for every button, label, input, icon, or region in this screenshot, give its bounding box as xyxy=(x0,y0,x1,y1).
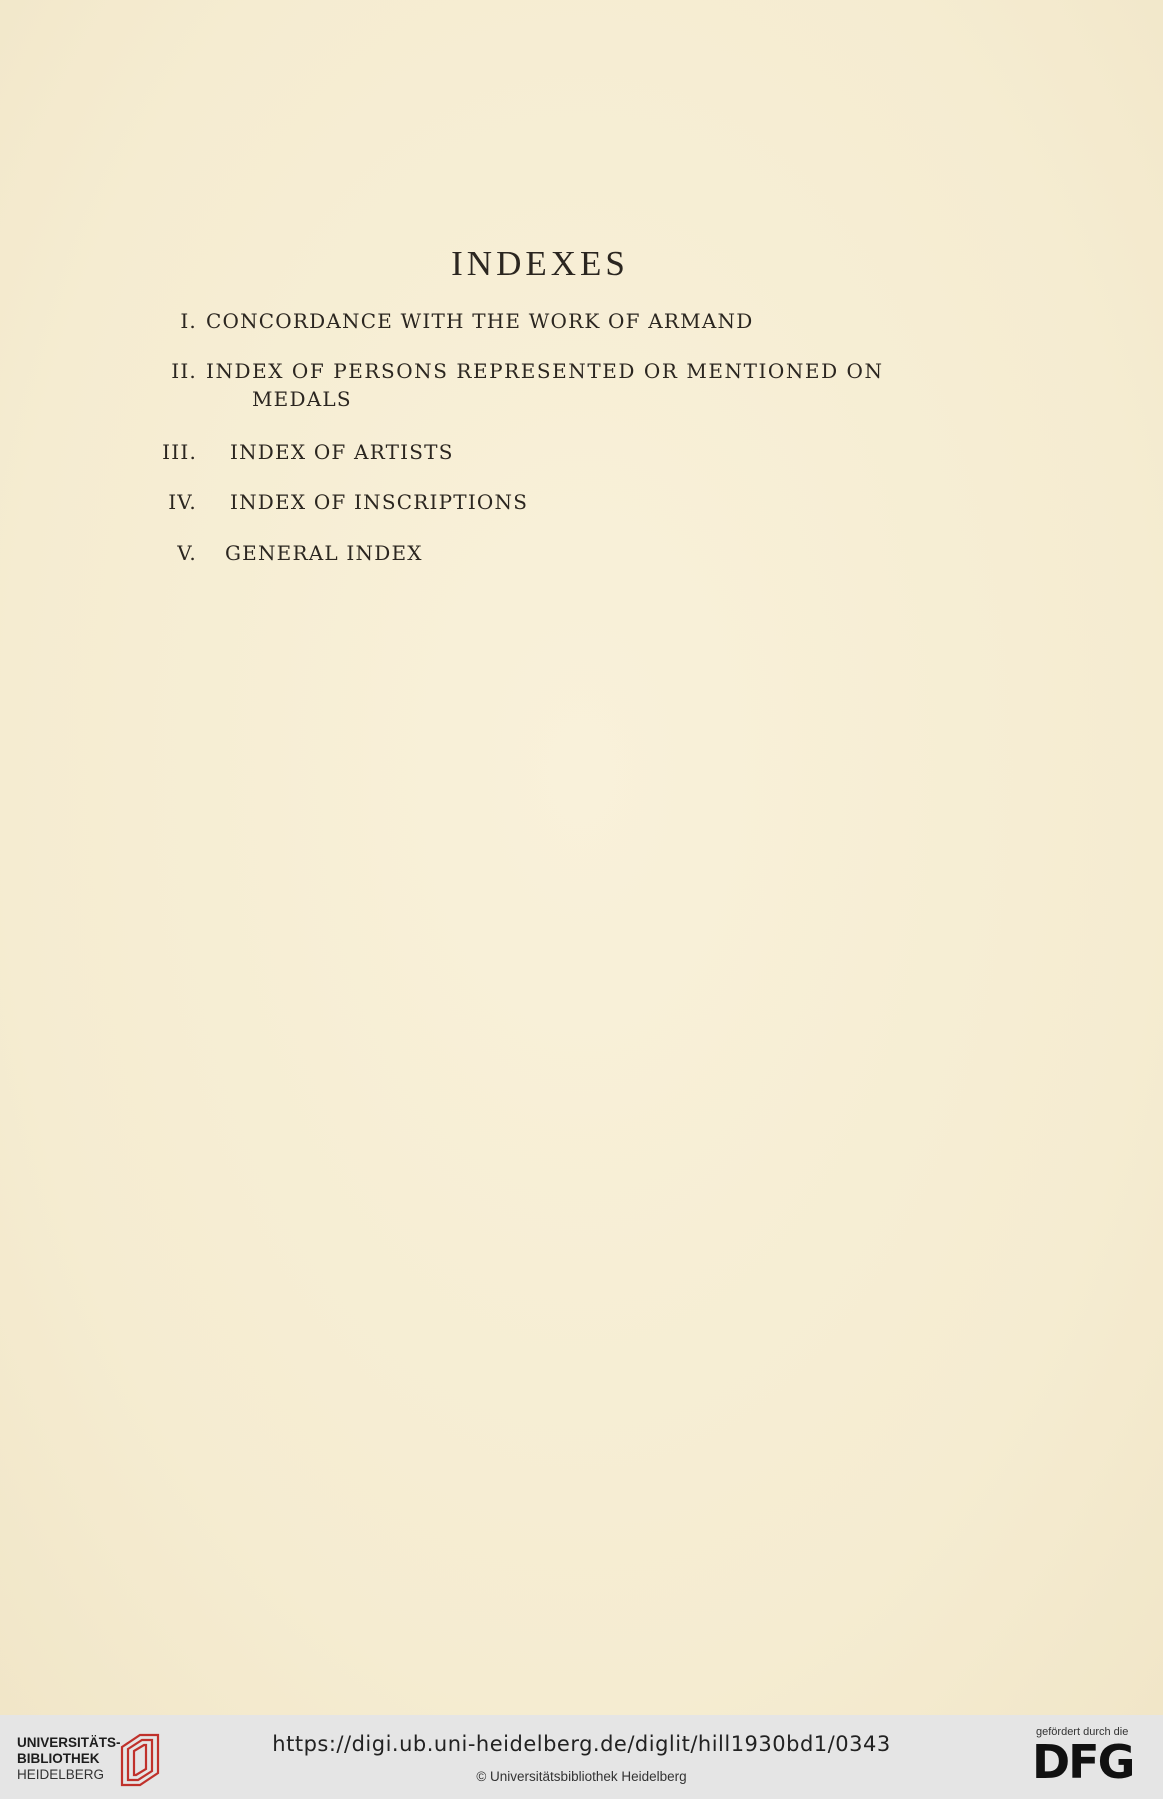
index-entry-2 xyxy=(171,359,884,411)
page-url-link[interactable]: https://digi.ub.uni-heidelberg.de/diglit/hill1930bd1/0343 xyxy=(272,1732,891,1756)
index-entry-3 xyxy=(162,440,454,464)
index-entry-4 xyxy=(168,490,529,514)
entry-number: V. xyxy=(177,541,197,565)
entry-text: INDEX OF PERSONS REPRESENTED OR MENTIONED ON xyxy=(206,359,884,383)
index-entry-1 xyxy=(180,309,754,333)
entry-number: IV. xyxy=(168,490,197,514)
library-name-line3: HEIDELBERG xyxy=(17,1767,105,1782)
index-entry-5 xyxy=(177,541,423,565)
page-title: INDEXES xyxy=(451,244,629,283)
entry-number: II. xyxy=(171,359,197,383)
entry-number: III. xyxy=(162,440,197,464)
entry-text: INDEX OF INSCRIPTIONS xyxy=(230,490,529,514)
entry-number: I. xyxy=(180,309,197,333)
entry-text: GENERAL INDEX xyxy=(225,541,423,565)
copyright-notice: © Universitätsbibliothek Heidelberg xyxy=(476,1769,687,1784)
entry-text: INDEX OF ARTISTS xyxy=(230,440,454,464)
funding-caption: gefördert durch die xyxy=(1036,1726,1129,1738)
entry-text-continued: MEDALS xyxy=(252,387,352,411)
index-list xyxy=(0,0,1163,700)
library-name-line2: BIBLIOTHEK xyxy=(17,1751,100,1766)
entry-text: CONCORDANCE WITH THE WORK OF ARMAND xyxy=(206,309,754,333)
library-name-line1: UNIVERSITÄTS- xyxy=(17,1735,121,1750)
dfg-logo[interactable]: DFG xyxy=(1032,1735,1134,1789)
viewer-footer xyxy=(0,1715,1163,1799)
